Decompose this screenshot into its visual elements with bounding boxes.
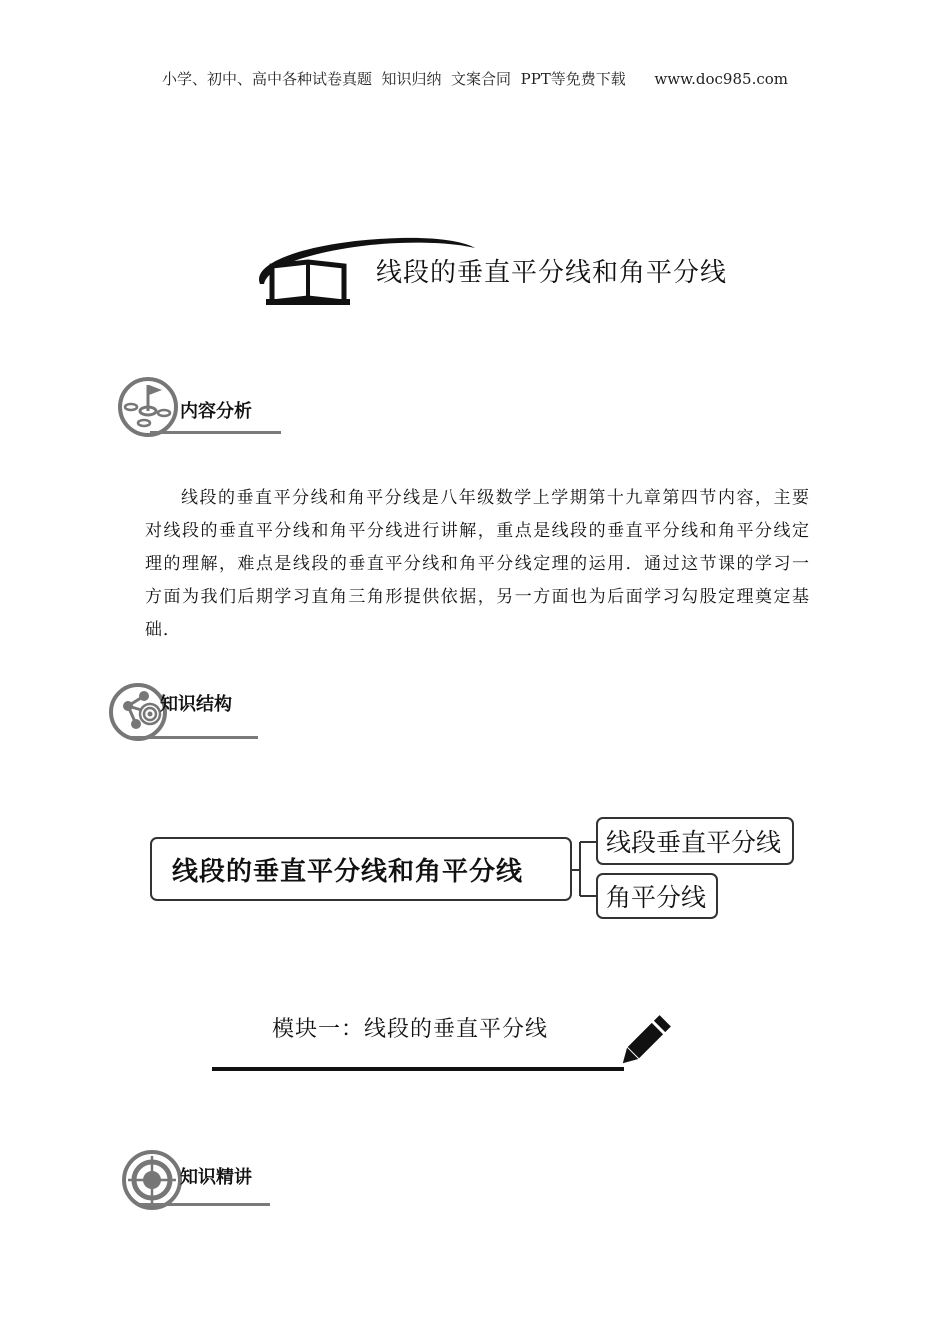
pencil-icon	[612, 1010, 676, 1074]
section-title-lecture: 知识精讲	[180, 1167, 252, 1188]
intro-paragraph: 线段的垂直平分线和角平分线是八年级数学上学期第十九章第四节内容，主要对线段的垂直平分线和角平分线进行讲解，重点是线段的垂直平分线和角平分线定理的理解，难点是线段的垂直平分线和角平分线定理的运用．通过这节课的学习一方面为我们后期学习直角三角形提供依据，另一方面也为后面学习勾股定理奠定基础．	[145, 488, 810, 640]
module-underline	[212, 1067, 624, 1071]
section-rule	[130, 736, 258, 739]
section-title-structure: 知识结构	[160, 694, 232, 715]
mindmap-root: 线段的垂直平分线和角平分线	[150, 837, 572, 901]
module-title: 模块一：线段的垂直平分线	[272, 1017, 549, 1042]
section-rule	[150, 431, 281, 434]
target-flag-icon	[116, 375, 180, 439]
section-title-analysis: 内容分析	[180, 401, 252, 422]
page-title: 线段的垂直平分线和角平分线	[376, 258, 728, 288]
mindmap-branch: 角平分线	[596, 873, 718, 919]
section-rule	[140, 1203, 270, 1206]
mindmap-branch: 线段垂直平分线	[596, 817, 794, 865]
page-header: 小学、初中、高中各种试卷真题 知识归纳 文案合同 PPT等免费下载 www.doc985.com	[161, 70, 788, 88]
